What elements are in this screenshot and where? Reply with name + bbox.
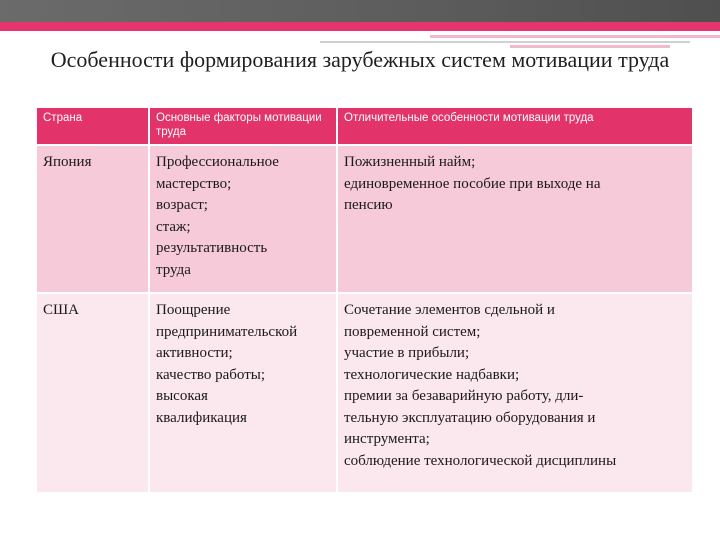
table-row bbox=[37, 145, 692, 293]
table-row bbox=[37, 293, 692, 492]
feature-line: Пожизненный найм; bbox=[344, 154, 476, 170]
features-cell bbox=[337, 293, 692, 492]
feature-line: Сочетание элементов сдельной и bbox=[344, 302, 555, 318]
table-header-row bbox=[37, 108, 692, 145]
factor-line: предпринимательской bbox=[156, 323, 298, 340]
country-cell: Япония bbox=[37, 145, 149, 293]
factor-line: качество работы; bbox=[156, 366, 266, 383]
factor-line: результативность bbox=[156, 240, 268, 256]
decorative-stripe bbox=[430, 35, 720, 38]
feature-line: технологические надбавки; bbox=[344, 366, 520, 383]
feature-line: участие в прибыли; bbox=[344, 345, 470, 361]
feature-line: премии за безаварийную работу, дли- bbox=[344, 388, 584, 404]
header-features: Отличительные особенности мотивации труда bbox=[337, 108, 692, 145]
feature-line: соблюдение технологической дисциплины bbox=[344, 452, 617, 469]
factor-line: высокая bbox=[156, 388, 208, 404]
factor-line: мастерство; bbox=[156, 175, 232, 192]
factor-line: стаж; bbox=[156, 218, 191, 235]
factor-line: возраст; bbox=[156, 197, 208, 213]
header-country: Страна bbox=[37, 108, 149, 145]
feature-line: единовременное пособие при выходе на bbox=[344, 175, 601, 192]
features-cell bbox=[337, 145, 692, 293]
motivation-table bbox=[37, 108, 692, 492]
accent-band bbox=[0, 22, 720, 31]
feature-line: повременной систем; bbox=[344, 323, 481, 340]
country-cell: США bbox=[37, 293, 149, 492]
factors-cell bbox=[149, 145, 337, 293]
top-bar bbox=[0, 0, 720, 22]
header-factors: Основные факторы мотивации труда bbox=[149, 108, 337, 145]
factor-line: Профессиональное bbox=[156, 154, 279, 170]
factor-line: труда bbox=[156, 261, 191, 278]
factor-line: квалификация bbox=[156, 409, 247, 426]
factor-line: активности; bbox=[156, 345, 233, 361]
slide-title: Особенности формирования зарубежных систем мотивации труда bbox=[50, 47, 670, 72]
feature-line: тельную эксплуатацию оборудования и bbox=[344, 409, 596, 426]
decorative-stripe bbox=[320, 41, 690, 43]
feature-line: инструмента; bbox=[344, 431, 430, 447]
factor-line: Поощрение bbox=[156, 302, 231, 318]
factors-cell bbox=[149, 293, 337, 492]
feature-line: пенсию bbox=[344, 197, 393, 213]
